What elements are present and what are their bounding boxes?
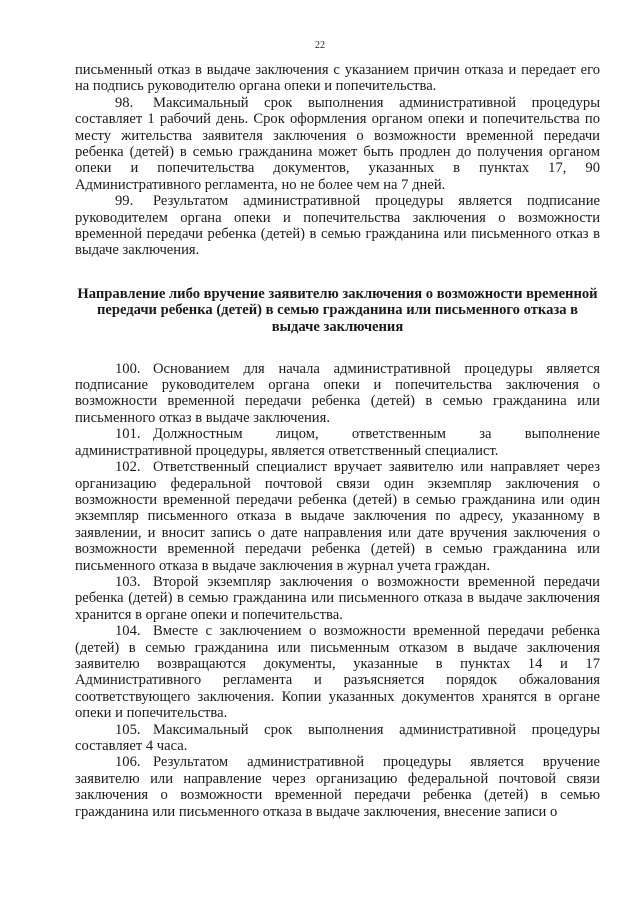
paragraph-101 [75, 426, 600, 459]
paragraph-103 [75, 574, 600, 623]
paragraph-number: 106. [115, 754, 141, 771]
paragraph-number: 99. [115, 193, 134, 210]
intro-paragraph: письменный отказ в выдаче заключения с указанием причин отказа и передает его на подпись руководителю органа опеки и попечительства. [75, 62, 600, 95]
paragraph-104 [75, 623, 600, 721]
paragraph-text: Максимальный срок выполнения административной процедуры составляет 4 часа. [75, 721, 600, 754]
paragraph-text: Второй экземпляр заключения о возможности временной передачи ребенка (детей) в семью гражданина или письменного отказа в выдаче заключения хранится в органе опеки и попечительства. [75, 573, 600, 623]
paragraph-99 [75, 193, 600, 259]
paragraph-100 [75, 361, 600, 427]
paragraph-number: 100. [115, 360, 141, 377]
section-heading: Направление либо вручение заявителю заключения о возможности временной передачи ребенка (детей) в семью гражданина или письменного отказа в выдаче заключения [77, 285, 598, 336]
paragraph-text: Максимальный срок выполнения административной процедуры составляет 1 рабочий день. Срок оформления органом опеки и попечительства по месту жительства заявителя заключения о возможности временной передачи ребенка (детей) в семью гражданина может быть продлен до получения органом опеки и попечительства документов, указанных в пунктах 17, 90 Административного регламента, но не более чем на 7 дней. [75, 94, 600, 193]
paragraph-98 [75, 95, 600, 193]
paragraph-text: Должностным лицом, ответственным за выполнение административной процедуры, является ответственный специалист. [75, 426, 600, 459]
paragraph-number: 105. [115, 721, 141, 738]
paragraph-number: 102. [115, 459, 141, 476]
paragraph-number: 101. [115, 426, 141, 443]
document-body [75, 62, 600, 820]
paragraph-number: 104. [115, 623, 141, 640]
paragraph-text: Результатом административной процедуры является подписание руководителем органа опеки и попечительства заключения о возможности временной передачи ребенка (детей) в семью гражданина или письменного отказ в выдаче заключения. [75, 193, 600, 259]
paragraph-number: 98. [115, 94, 134, 111]
paragraph-102 [75, 459, 600, 574]
page-number: 22 [315, 40, 325, 51]
paragraph-number: 103. [115, 573, 141, 590]
paragraph-text: Результатом административной процедуры является вручение заявителю или направление через организацию федеральной почтовой связи заключения о возможности временной передачи ребенка (детей) в семью гражданина или письменного отказа в выдаче заключения, внесение записи о [75, 754, 600, 820]
paragraph-text: Основанием для начала административной процедуры является подписание руководителем органа опеки и попечительства заключения о возможности временной передачи ребенка (детей) в семью гражданина или письменного отказ в выдаче заключения. [75, 360, 600, 426]
paragraph-105 [75, 722, 600, 755]
paragraph-text: Вместе с заключением о возможности временной передачи ребенка (детей) в семью гражданина или письменным отказом в выдаче заключения заявителю возвращаются документы, указанные в пунктах 14 и 17 Административного регламента и разъясняется порядок обжалования соответствующего заключения. Копии указанных документов хранятся в органе опеки и попечительства. [75, 623, 600, 722]
paragraph-text: Ответственный специалист вручает заявителю или направляет через организацию федеральной почтовой связи один экземпляр заключения о возможности временной передачи ребенка (детей) в семью гражданина или один экземпляр письменного отказа в выдаче заключения по адресу, указанному в заявлении, и вносит запись о дате направления или дате вручения заключения о возможности временной передачи ребенка (детей) в семью гражданина или письменного отказа в выдаче заключения в журнал учета граждан. [75, 459, 600, 574]
paragraph-106 [75, 754, 600, 820]
